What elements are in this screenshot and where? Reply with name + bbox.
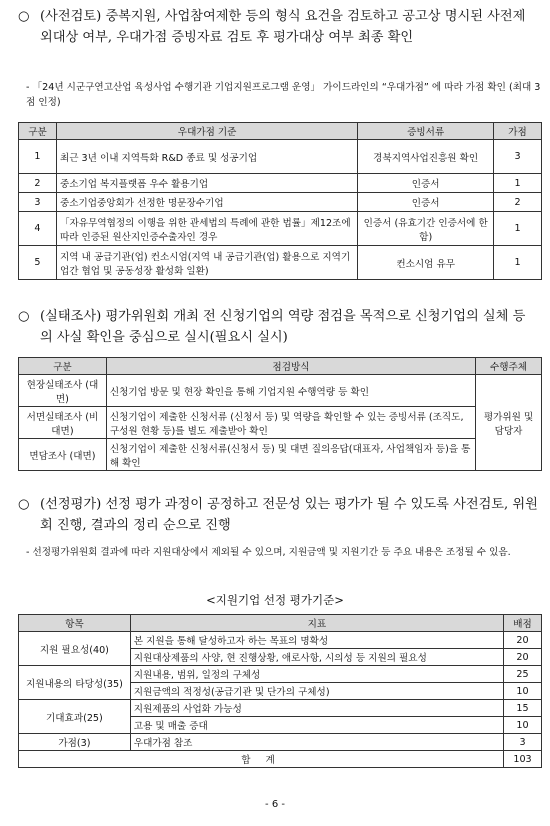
- row-score: 3: [494, 140, 542, 174]
- table-header-row: [19, 358, 542, 375]
- criteria-score: 25: [504, 666, 542, 683]
- section-field-survey: [18, 306, 538, 348]
- criteria-score: 15: [504, 700, 542, 717]
- bullet-circle: ○: [18, 9, 30, 24]
- header-cell: 구분: [19, 358, 107, 375]
- row-criteria: 「자유무역협정의 이행을 위한 관세법의 특례에 관한 법률」제12조에 따라 인증된 원산지인증수출자인 경우: [56, 212, 357, 246]
- section-selection-evaluation-text: (선정평가) 선정 평가 과정이 공정하고 전문성 있는 평가가 될 수 있도록 사전검토, 위원회 진행, 결과의 정리 순으로 진행: [40, 497, 538, 533]
- row-number: 4: [19, 212, 57, 246]
- header-cell: 항목: [19, 615, 131, 632]
- criteria-indicator: 우대가점 참조: [130, 734, 503, 751]
- total-label: 합 계: [19, 751, 504, 768]
- criteria-indicator: 지원내용, 범위, 일정의 구체성: [130, 666, 503, 683]
- section-pre-review: [18, 6, 538, 48]
- row-document: 컨소시엄 유무: [358, 246, 494, 280]
- row-number: 2: [19, 174, 57, 193]
- table-total-row: [19, 751, 542, 768]
- header-cell: 지표: [130, 615, 503, 632]
- header-cell: 구분: [19, 123, 57, 140]
- row-document: 경북지역사업진흥원 확인: [358, 140, 494, 174]
- table-row: [19, 700, 542, 717]
- table-row: [19, 666, 542, 683]
- criteria-indicator: 본 지원을 통해 달성하고자 하는 목표의 명확성: [130, 632, 503, 649]
- table-row: [19, 734, 542, 751]
- row-score: 1: [494, 212, 542, 246]
- header-cell: 수행주체: [476, 358, 542, 375]
- header-cell: 배점: [504, 615, 542, 632]
- table-row: [19, 439, 542, 471]
- table-row: [19, 632, 542, 649]
- bullet-circle: ○: [18, 309, 30, 324]
- row-criteria: 중소기업중앙회가 선정한 명문장수기업: [56, 193, 357, 212]
- table-row: [19, 140, 542, 174]
- survey-method-table: [18, 357, 542, 471]
- table-row: [19, 407, 542, 439]
- evaluation-criteria-caption: <지원기업 선정 평가기준>: [206, 593, 344, 607]
- header-cell: 우대가점 기준: [56, 123, 357, 140]
- bullet-circle: ○: [18, 497, 30, 512]
- row-score: 2: [494, 193, 542, 212]
- survey-performer: 평가위원 및 담당자: [476, 375, 542, 471]
- criteria-item: 지원 필요성(40): [19, 632, 131, 666]
- row-number: 3: [19, 193, 57, 212]
- preference-points-table: [18, 122, 542, 280]
- evaluation-criteria-table: [18, 614, 542, 768]
- row-score: 1: [494, 174, 542, 193]
- row-number: 1: [19, 140, 57, 174]
- page-number: - 6 -: [265, 799, 285, 810]
- row-score: 1: [494, 246, 542, 280]
- criteria-item: 기대효과(25): [19, 700, 131, 734]
- pre-review-note: - 「24년 시군구연고산업 육성사업 수행기관 기업지원프로그램 운영」 가이드라인의 “우대가점” 에 따라 가점 확인 (최대 3점 인정): [26, 82, 541, 108]
- criteria-item: 지원내용의 타당성(35): [19, 666, 131, 700]
- table-row: [19, 193, 542, 212]
- table-row: [19, 174, 542, 193]
- survey-method: 신청기업이 제출한 신청서류(신청서 등) 및 대면 질의응답(대표자, 사업책임자 등)을 통해 확인: [106, 439, 475, 471]
- selection-note: - 선정평가위원회 결과에 따라 지원대상에서 제외될 수 있으며, 지원금액 및 지원기간 등 주요 내용은 조정될 수 있음.: [26, 547, 511, 558]
- criteria-score: 20: [504, 632, 542, 649]
- section-field-survey-text: (실태조사) 평가위원회 개최 전 신청기업의 역량 점검을 목적으로 신청기업의 실체 등의 사실 확인을 중심으로 실시(필요시 실시): [40, 309, 526, 345]
- section-pre-review-text: (사전검토) 중복지원, 사업참여제한 등의 형식 요건을 검토하고 공고상 명시된 사전제외대상 여부, 우대가점 증빙자료 검토 후 평가대상 여부 최종 확인: [40, 9, 526, 45]
- criteria-score: 20: [504, 649, 542, 666]
- survey-type: 면담조사 (대면): [19, 439, 107, 471]
- criteria-indicator: 고용 및 매출 증대: [130, 717, 503, 734]
- criteria-indicator: 지원금액의 적정성(공급기관 및 단가의 구체성): [130, 683, 503, 700]
- total-score: 103: [504, 751, 542, 768]
- row-document: 인증서: [358, 174, 494, 193]
- table-row: [19, 375, 542, 407]
- row-criteria: 최근 3년 이내 지역특화 R&D 종료 및 성공기업: [56, 140, 357, 174]
- row-criteria: 중소기업 복지플랫폼 우수 활용기업: [56, 174, 357, 193]
- row-document: 인증서 (유효기간 인증서에 한함): [358, 212, 494, 246]
- header-cell: 가점: [494, 123, 542, 140]
- table-header-row: [19, 123, 542, 140]
- table-row: [19, 246, 542, 280]
- criteria-item: 가점(3): [19, 734, 131, 751]
- row-number: 5: [19, 246, 57, 280]
- row-document: 인증서: [358, 193, 494, 212]
- table-header-row: [19, 615, 542, 632]
- survey-type: 현장실태조사 (대면): [19, 375, 107, 407]
- criteria-indicator: 지원제품의 사업화 가능성: [130, 700, 503, 717]
- header-cell: 점검방식: [106, 358, 475, 375]
- survey-method: 신청기업 방문 및 현장 확인을 통해 기업지원 수행역량 등 확인: [106, 375, 475, 407]
- header-cell: 증빙서류: [358, 123, 494, 140]
- criteria-indicator: 지원대상제품의 사양, 현 진행상황, 애로사항, 시의성 등 지원의 필요성: [130, 649, 503, 666]
- survey-method: 신청기업이 제출한 신청서류 (신청서 등) 및 역량을 확인할 수 있는 증빙서류 (조직도, 구성원 현황 등)를 별도 제출받아 확인: [106, 407, 475, 439]
- criteria-score: 10: [504, 717, 542, 734]
- criteria-score: 3: [504, 734, 542, 751]
- criteria-score: 10: [504, 683, 542, 700]
- table-row: [19, 212, 542, 246]
- section-selection-evaluation: [18, 494, 538, 536]
- row-criteria: 지역 내 공급기관(업) 컨소시엄(지역 내 공급기관(업) 활용으로 지역기업간 협업 및 공동성장 활성화 일환): [56, 246, 357, 280]
- survey-type: 서면실태조사 (비대면): [19, 407, 107, 439]
